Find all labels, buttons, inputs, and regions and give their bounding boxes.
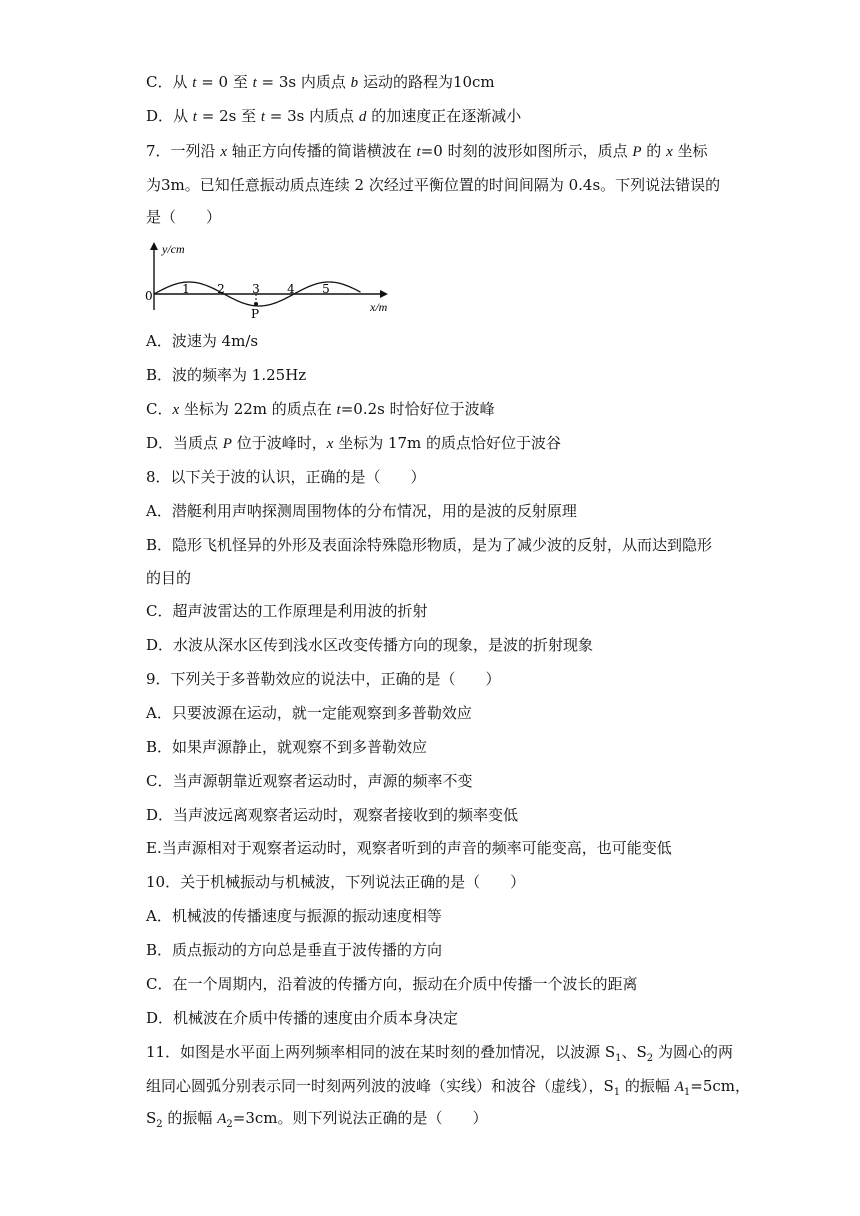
q7-stem-line2: 为3m。已知任意振动质点连续 2 次经过平衡位置的时间间隔为 0.4s。下列说法错误的 bbox=[146, 176, 721, 194]
q7-option-b: B．波的频率为 1.25Hz bbox=[146, 366, 307, 384]
point-p-marker bbox=[254, 302, 258, 306]
q7-stem-line1: 7．一列沿 x 轴正方向传播的简谐横波在 t=0 时刻的波形如图所示，质点 P 的 x 坐标 bbox=[146, 142, 708, 160]
q8-option-b-line2: 的目的 bbox=[146, 569, 192, 587]
q8-option-a: A．潜艇利用声呐探测周围物体的分布情况，用的是波的反射原理 bbox=[146, 502, 577, 520]
y-axis-arrow bbox=[150, 242, 158, 250]
q11-stem-line1: 11．如图是水平面上两列频率相同的波在某时刻的叠加情况，以波源 $S_1$、$S_2$ 为圆心的两 bbox=[146, 1043, 733, 1064]
point-p-label: P bbox=[251, 307, 260, 320]
q11-stem-line2: 组同心圆弧分别表示同一时刻两列波的波峰（实线）和波谷（虚线），$S_1$ 的振幅 $A_1=5cm$， bbox=[146, 1077, 750, 1098]
q8-stem: 8．以下关于波的认识，正确的是（ ） bbox=[146, 468, 426, 486]
x-tick-1: 1 bbox=[182, 282, 190, 296]
x-tick-5: 5 bbox=[322, 282, 330, 296]
q8-option-c: C．超声波雷达的工作原理是利用波的折射 bbox=[146, 602, 428, 620]
x-tick-3: 3 bbox=[252, 282, 260, 296]
q10-option-c: C．在一个周期内，沿着波的传播方向，振动在介质中传播一个波长的距离 bbox=[146, 975, 638, 993]
q7-option-d: D．当质点 P 位于波峰时，x 坐标为 17m 的质点恰好位于波谷 bbox=[146, 434, 562, 452]
q9-option-d: D．当声波远离观察者运动时，观察者接收到的频率变低 bbox=[146, 806, 519, 824]
q10-option-b: B．质点振动的方向总是垂直于波传播的方向 bbox=[146, 941, 443, 959]
q7-stem-line3: 是（ ） bbox=[146, 208, 222, 226]
q8-option-d: D．水波从深水区传到浅水区改变传播方向的现象，是波的折射现象 bbox=[146, 636, 594, 654]
wave-graph-figure bbox=[142, 238, 402, 320]
q9-option-e: E.当声源相对于观察者运动时，观察者听到的声音的频率可能变高，也可能变低 bbox=[146, 839, 672, 857]
q6-option-d: D．从 t = 2s 至 t = 3s 内质点 d 的加速度正在逐渐减小 bbox=[146, 107, 522, 125]
q7-option-c: C．x 坐标为 22m 的质点在 t=0.2s 时恰好位于波峰 bbox=[146, 400, 495, 418]
q9-stem: 9．下列关于多普勒效应的说法中，正确的是（ ） bbox=[146, 670, 501, 688]
q9-option-a: A．只要波源在运动，就一定能观察到多普勒效应 bbox=[146, 704, 472, 722]
q9-option-c: C．当声源朝靠近观察者运动时，声源的频率不变 bbox=[146, 772, 473, 790]
y-axis-label: y/cm bbox=[162, 242, 185, 256]
origin-label: 0 bbox=[145, 289, 153, 303]
x-tick-2: 2 bbox=[217, 282, 225, 296]
x-axis-arrow bbox=[380, 290, 388, 298]
q9-option-b: B．如果声源静止，就观察不到多普勒效应 bbox=[146, 738, 428, 756]
x-tick-4: 4 bbox=[287, 282, 295, 296]
q8-option-b-line1: B．隐形飞机怪异的外形及表面涂特殊隐形物质，是为了减少波的反射，从而达到隐形 bbox=[146, 536, 713, 554]
q6-option-c: C．从 t = 0 至 t = 3s 内质点 b 运动的路程为10cm bbox=[146, 73, 495, 91]
q10-option-d: D．机械波在介质中传播的速度由介质本身决定 bbox=[146, 1009, 459, 1027]
x-axis-label: x/m bbox=[370, 300, 388, 314]
q7-option-a: A．波速为 4m/s bbox=[146, 332, 259, 350]
q10-option-a: A．机械波的传播速度与振源的振动速度相等 bbox=[146, 907, 442, 925]
q10-stem: 10．关于机械振动与机械波，下列说法正确的是（ ） bbox=[146, 873, 526, 891]
q11-stem-line3: $S_2$ 的振幅 $A_2=3cm$。则下列说法正确的是（ ） bbox=[146, 1109, 488, 1130]
